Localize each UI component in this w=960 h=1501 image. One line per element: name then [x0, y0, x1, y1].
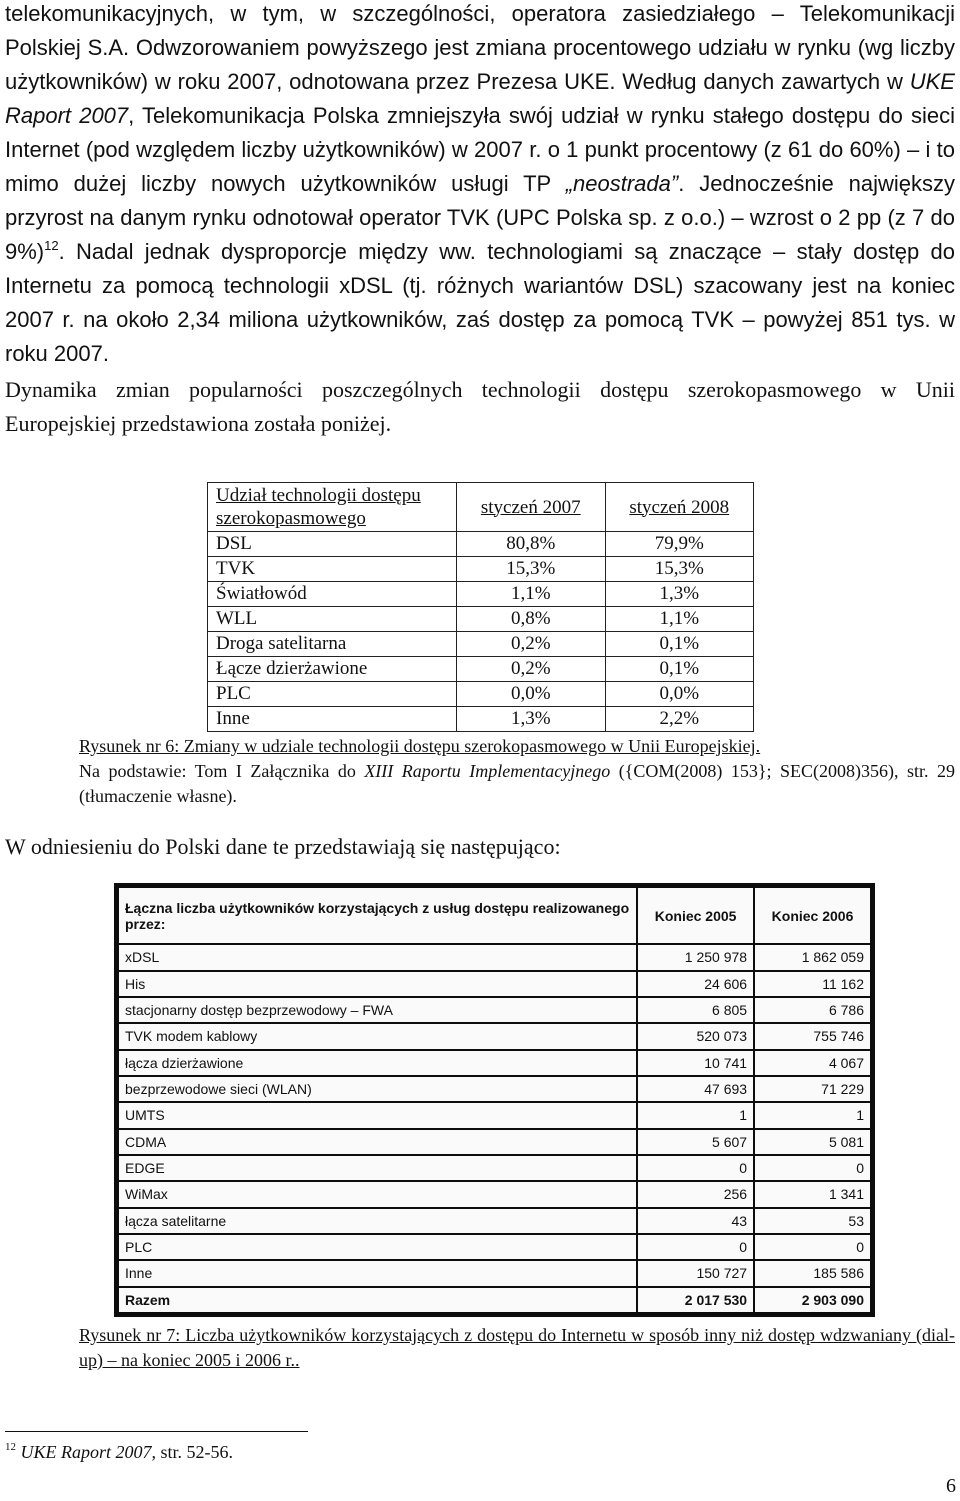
table-row — [208, 582, 754, 607]
row-value-2005: 47 693 — [638, 1077, 753, 1101]
table-row — [119, 1209, 870, 1233]
row-label: Łącze dzierżawione — [208, 657, 457, 682]
table-row — [208, 657, 754, 682]
footnote — [5, 1440, 233, 1464]
row-value-2006: 755 746 — [755, 1024, 870, 1048]
row-value-2007: 80,8% — [457, 532, 606, 557]
body-paragraph-2: Dynamika zmian popularności poszczególnych technologii dostępu szerokopasmowego w Unii Europejskiej przedstawiona została poniżej. — [5, 377, 955, 436]
row-label: EDGE — [119, 1156, 636, 1180]
product-name-italic: „neostrada” — [565, 171, 679, 196]
row-value-2006: 4 067 — [755, 1051, 870, 1075]
row-value-2008: 2,2% — [605, 707, 754, 732]
table-row — [119, 1261, 870, 1285]
row-value-2005: 6 805 — [638, 998, 753, 1022]
footnote-number: 12 — [5, 1441, 16, 1453]
table-row — [208, 532, 754, 557]
row-label: TVK modem kablowy — [119, 1024, 636, 1048]
row-label: PLC — [119, 1235, 636, 1259]
table-row — [119, 945, 870, 969]
paragraph-text: , Telekomunikacja Polska zmniejszyła swój udział w rynku stałego dostępu do sieci Internet (pod względem liczby użytkowników) w 2007 r. o 1 punkt procentowy (z 61 do 60%) – i to mimo dużej liczby nowych użytkowników usługi TP — [5, 103, 956, 196]
footnote-ref: 12 — [44, 238, 59, 253]
row-value-2005: 520 073 — [638, 1024, 753, 1048]
row-label: DSL — [208, 532, 457, 557]
row-value-2006: 11 162 — [755, 972, 870, 996]
row-value-2006: 185 586 — [755, 1261, 870, 1285]
table-total-row — [119, 1288, 870, 1312]
row-value-2007: 1,3% — [457, 707, 606, 732]
row-value-2007: 0,0% — [457, 682, 606, 707]
source-text: Na podstawie: Tom I Załącznika do — [79, 761, 365, 781]
table-row — [208, 607, 754, 632]
page-number: 6 — [946, 1475, 956, 1497]
table-header-col1: Koniec 2005 — [638, 888, 753, 943]
row-value-2005: 0 — [638, 1156, 753, 1180]
figure-caption-6 — [79, 734, 955, 759]
row-value-2007: 1,1% — [457, 582, 606, 607]
poland-users-table-frame — [114, 883, 875, 1317]
table-header-col1: styczeń 2007 — [457, 483, 606, 532]
row-value-2005: 256 — [638, 1182, 753, 1206]
row-label: WLL — [208, 607, 457, 632]
row-value-2005: 24 606 — [638, 972, 753, 996]
row-value-2006: 5 081 — [755, 1130, 870, 1154]
row-value-2005: 1 250 978 — [638, 945, 753, 969]
table-row — [119, 1051, 870, 1075]
table-row — [119, 1182, 870, 1206]
table-header-col2: styczeń 2008 — [605, 483, 754, 532]
row-label: PLC — [208, 682, 457, 707]
table-row — [208, 632, 754, 657]
row-value-2006: 1 862 059 — [755, 945, 870, 969]
row-label: Inne — [119, 1261, 636, 1285]
table-row — [208, 707, 754, 732]
row-value-2006: 1 — [755, 1103, 870, 1127]
body-paragraph-3: W odniesieniu do Polski dane te przedstawiają się następująco: — [5, 834, 561, 859]
row-label: WiMax — [119, 1182, 636, 1206]
row-value-2007: 0,2% — [457, 632, 606, 657]
row-value-2005: 5 607 — [638, 1130, 753, 1154]
row-label: Inne — [208, 707, 457, 732]
row-label: Droga satelitarna — [208, 632, 457, 657]
row-value-2005: 43 — [638, 1209, 753, 1233]
row-value-2007: 0,8% — [457, 607, 606, 632]
row-value-2006: 0 — [755, 1156, 870, 1180]
row-value-2006: 1 341 — [755, 1182, 870, 1206]
table-row — [119, 1130, 870, 1154]
row-value-2006: 6 786 — [755, 998, 870, 1022]
table-row — [119, 998, 870, 1022]
row-value-2006: 71 229 — [755, 1077, 870, 1101]
row-value-2008: 0,1% — [605, 632, 754, 657]
body-paragraph-1 — [5, 0, 955, 371]
table-row — [208, 557, 754, 582]
poland-users-table — [117, 886, 872, 1314]
row-value-2005: 10 741 — [638, 1051, 753, 1075]
row-value-2008: 0,0% — [605, 682, 754, 707]
row-value-2008: 79,9% — [605, 532, 754, 557]
footnote-title-italic: UKE Raport 2007, — [20, 1442, 157, 1462]
row-value-2008: 0,1% — [605, 657, 754, 682]
table-header-row — [208, 483, 754, 532]
total-value-2006: 2 903 090 — [755, 1288, 870, 1312]
row-label: Światłowód — [208, 582, 457, 607]
paragraph-text: telekomunikacyjnych, w tym, w szczególności, operatora zasiedziałego – Telekomunikacji Polskiej S.A. Odwzorowaniem powyższego jest zmiana procentowego udziału w rynku (wg liczby użytkowników) w roku 2007, odnotowana przez Prezesa UKE. Według danych zawartych w — [5, 1, 955, 94]
figure-source-6 — [79, 759, 955, 809]
row-value-2007: 15,3% — [457, 557, 606, 582]
paragraph-text: . Nadal jednak dysproporcje między ww. technologiami są znaczące – stały dostęp do Internetu za pomocą technologii xDSL (tj. różnych wariantów DSL) szacowany jest na koniec 2007 r. na około 2,34 miliona użytkowników, zaś dostęp za pomocą TVK – powyżej 851 tys. w roku 2007. — [5, 239, 955, 366]
caption-text: Rysunek nr 6: Zmiany w udziale technologii dostępu szerokopasmowego w Unii Europejskiej. — [79, 736, 761, 756]
table-row — [208, 682, 754, 707]
broadband-share-table — [207, 482, 754, 732]
row-label: TVK — [208, 557, 457, 582]
footnote-separator — [5, 1431, 308, 1432]
row-label: łącza satelitarne — [119, 1209, 636, 1233]
paragraph-text: . Jednocześnie największy przyrost na danym rynku odnotował operator TVK (UPC Polska sp. z o.o.) – wzrost o 2 pp (z 7 do 9%) — [5, 171, 955, 264]
row-value-2008: 15,3% — [605, 557, 754, 582]
row-label: UMTS — [119, 1103, 636, 1127]
source-title-italic: XIII Raportu Implementacyjnego — [364, 761, 611, 781]
row-value-2008: 1,1% — [605, 607, 754, 632]
table-row — [119, 1103, 870, 1127]
row-label: His — [119, 972, 636, 996]
row-value-2005: 150 727 — [638, 1261, 753, 1285]
table-row — [119, 972, 870, 996]
table-header-col2: Koniec 2006 — [755, 888, 870, 943]
source-text: ({COM(2008) 153}; SEC(2008)356), str. 29 (tłumaczenie własne). — [79, 761, 955, 806]
caption-text: Rysunek nr 7: Liczba użytkowników korzystających z dostępu do Internetu w sposób inny niż dostęp wdzwaniany (dial-up) – na koniec 2005 i 2006 r.. — [79, 1325, 955, 1370]
table-header-row — [119, 888, 870, 943]
report-title-italic: UKE Raport 2007 — [5, 69, 955, 128]
table-header-label: Łączna liczba użytkowników korzystających z usług dostępu realizowanego przez: — [119, 888, 636, 943]
row-value-2006: 0 — [755, 1235, 870, 1259]
table-row — [119, 1077, 870, 1101]
row-value-2008: 1,3% — [605, 582, 754, 607]
total-value-2005: 2 017 530 — [638, 1288, 753, 1312]
table-row — [119, 1156, 870, 1180]
row-label: CDMA — [119, 1130, 636, 1154]
footnote-text: str. 52-56. — [156, 1442, 234, 1462]
row-label: xDSL — [119, 945, 636, 969]
table-row — [119, 1024, 870, 1048]
row-label: bezprzewodowe sieci (WLAN) — [119, 1077, 636, 1101]
row-value-2007: 0,2% — [457, 657, 606, 682]
table-row — [119, 1235, 870, 1259]
figure-caption-7 — [79, 1323, 955, 1373]
table-header-label: Udział technologii dostępu szerokopasmowego — [208, 483, 457, 532]
row-value-2005: 0 — [638, 1235, 753, 1259]
total-label: Razem — [119, 1288, 636, 1312]
row-label: stacjonarny dostęp bezprzewodowy – FWA — [119, 998, 636, 1022]
row-value-2006: 53 — [755, 1209, 870, 1233]
row-value-2005: 1 — [638, 1103, 753, 1127]
row-label: łącza dzierżawione — [119, 1051, 636, 1075]
